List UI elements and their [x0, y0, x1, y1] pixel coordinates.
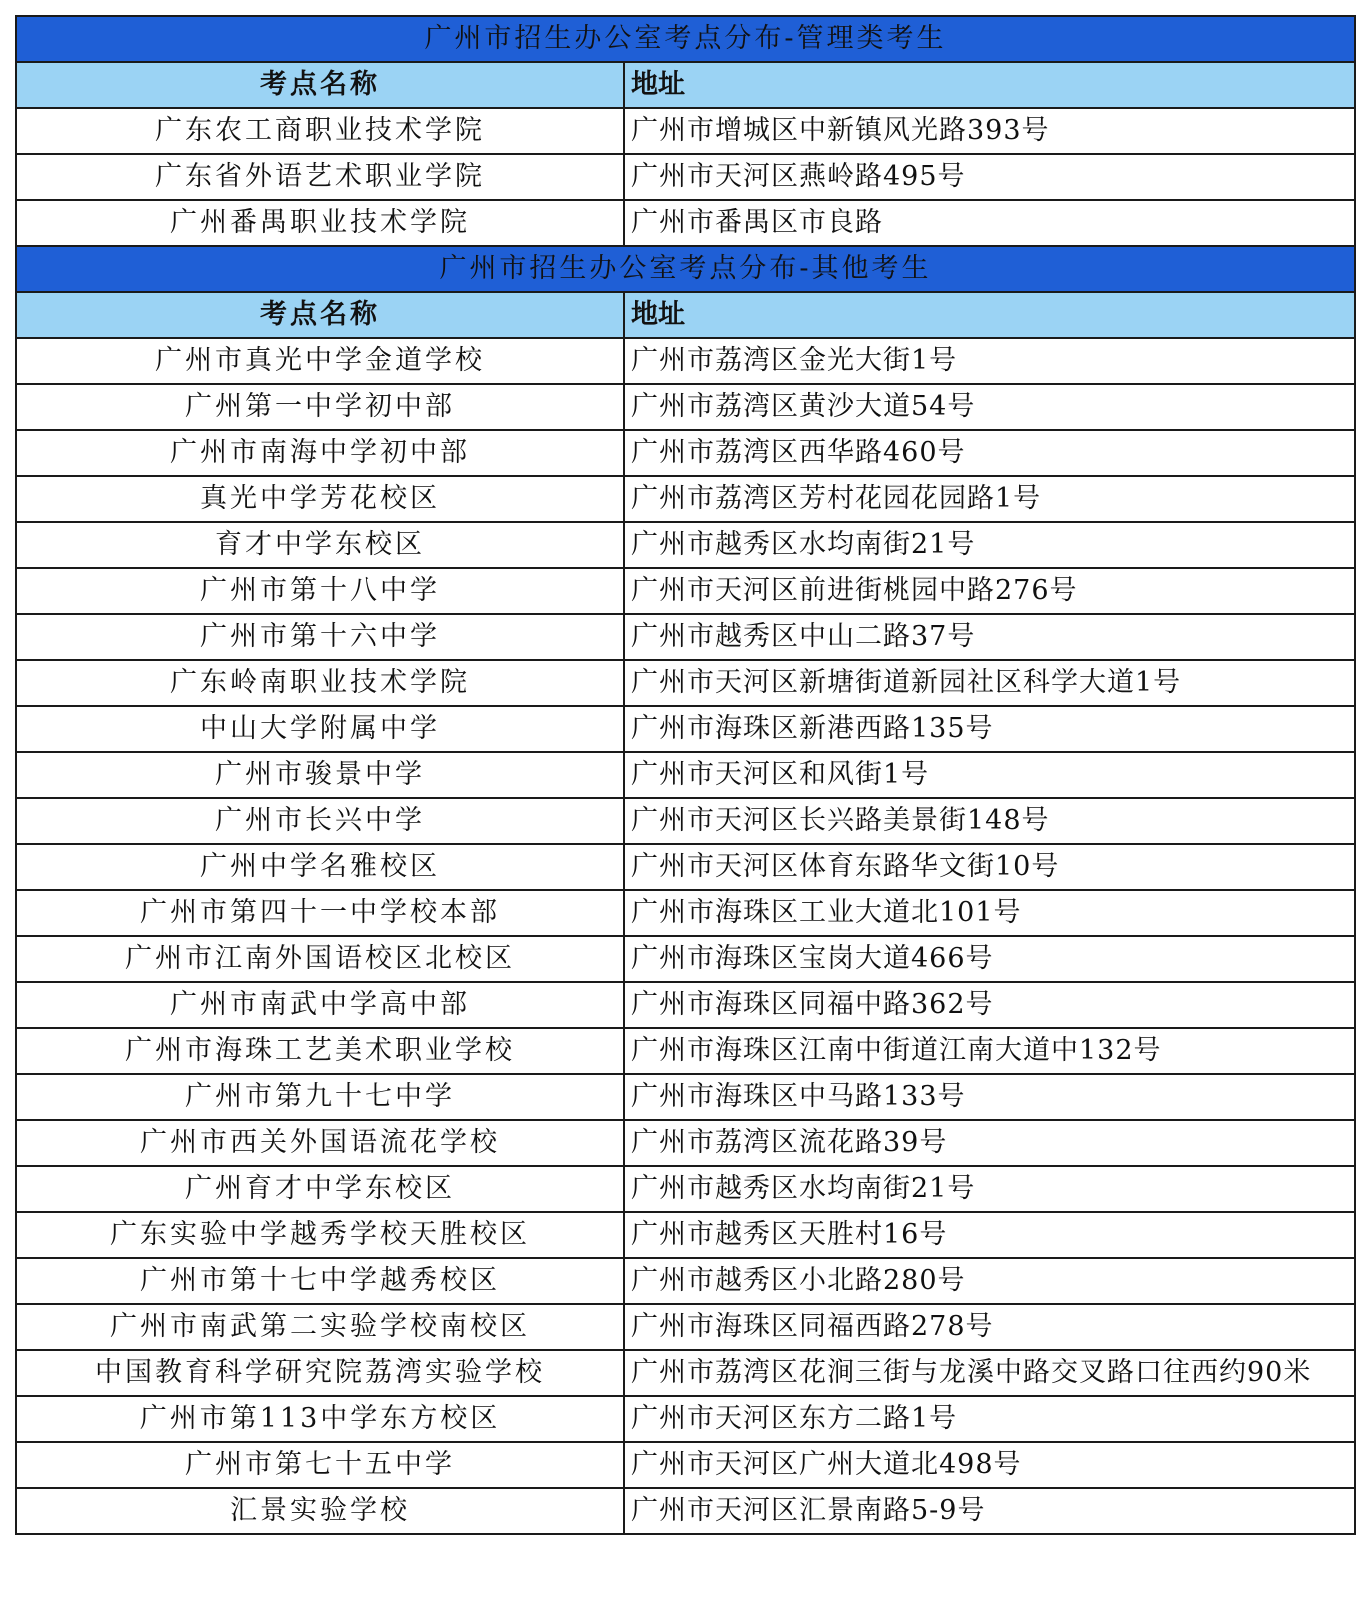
- table-row: [16, 1120, 1355, 1166]
- table-row: [16, 1442, 1355, 1488]
- site-name-cell: 广州市海珠工艺美术职业学校: [16, 1028, 624, 1074]
- site-name-cell: 广州市真光中学金道学校: [16, 338, 624, 384]
- address-cell: 广州市荔湾区花涧三街与龙溪中路交叉路口往西约90米: [624, 1350, 1355, 1396]
- table-row: [16, 568, 1355, 614]
- address-cell: 广州市天河区新塘街道新园社区科学大道1号: [624, 660, 1355, 706]
- table-row: [16, 706, 1355, 752]
- table-row: [16, 752, 1355, 798]
- header-site-name: 考点名称: [16, 62, 624, 108]
- table-row: [16, 1304, 1355, 1350]
- site-name-cell: 广州市第十八中学: [16, 568, 624, 614]
- address-cell: 广州市增城区中新镇风光路393号: [624, 108, 1355, 154]
- table-row: [16, 154, 1355, 200]
- site-name-cell: 广州育才中学东校区: [16, 1166, 624, 1212]
- site-name-cell: 广东农工商职业技术学院: [16, 108, 624, 154]
- site-name-cell: 广州市第113中学东方校区: [16, 1396, 624, 1442]
- section-title-row: [16, 246, 1355, 292]
- table-row: [16, 1488, 1355, 1534]
- table-row: [16, 660, 1355, 706]
- section-title-row: [16, 16, 1355, 62]
- address-cell: 广州市荔湾区流花路39号: [624, 1120, 1355, 1166]
- site-name-cell: 汇景实验学校: [16, 1488, 624, 1534]
- header-address: 地址: [624, 62, 1355, 108]
- site-name-cell: 广州市南海中学初中部: [16, 430, 624, 476]
- table-row: [16, 200, 1355, 246]
- address-cell: 广州市天河区体育东路华文街10号: [624, 844, 1355, 890]
- address-cell: 广州市荔湾区西华路460号: [624, 430, 1355, 476]
- site-name-cell: 广州番禺职业技术学院: [16, 200, 624, 246]
- site-name-cell: 广州市南武第二实验学校南校区: [16, 1304, 624, 1350]
- address-cell: 广州市海珠区同福中路362号: [624, 982, 1355, 1028]
- table-row: [16, 384, 1355, 430]
- address-cell: 广州市海珠区中马路133号: [624, 1074, 1355, 1120]
- section-title: 广州市招生办公室考点分布-管理类考生: [16, 16, 1355, 62]
- table-row: [16, 890, 1355, 936]
- site-name-cell: 育才中学东校区: [16, 522, 624, 568]
- address-cell: 广州市越秀区水均南街21号: [624, 522, 1355, 568]
- table-row: [16, 108, 1355, 154]
- header-site-name: 考点名称: [16, 292, 624, 338]
- site-name-cell: 广州市第十七中学越秀校区: [16, 1258, 624, 1304]
- table-row: [16, 1350, 1355, 1396]
- table-row: [16, 982, 1355, 1028]
- table-row: [16, 844, 1355, 890]
- address-cell: 广州市海珠区同福西路278号: [624, 1304, 1355, 1350]
- address-cell: 广州市天河区东方二路1号: [624, 1396, 1355, 1442]
- address-cell: 广州市天河区汇景南路5-9号: [624, 1488, 1355, 1534]
- table-row: [16, 614, 1355, 660]
- table-row: [16, 1258, 1355, 1304]
- site-name-cell: 广东省外语艺术职业学院: [16, 154, 624, 200]
- address-cell: 广州市荔湾区金光大街1号: [624, 338, 1355, 384]
- address-cell: 广州市天河区前进街桃园中路276号: [624, 568, 1355, 614]
- site-name-cell: 广州市第四十一中学校本部: [16, 890, 624, 936]
- site-name-cell: 中国教育科学研究院荔湾实验学校: [16, 1350, 624, 1396]
- site-name-cell: 广州市第七十五中学: [16, 1442, 624, 1488]
- site-name-cell: 广州市南武中学高中部: [16, 982, 624, 1028]
- column-header-row: [16, 292, 1355, 338]
- table-row: [16, 798, 1355, 844]
- table-row: [16, 1028, 1355, 1074]
- address-cell: 广州市越秀区小北路280号: [624, 1258, 1355, 1304]
- address-cell: 广州市越秀区天胜村16号: [624, 1212, 1355, 1258]
- table-row: [16, 430, 1355, 476]
- site-name-cell: 广东实验中学越秀学校天胜校区: [16, 1212, 624, 1258]
- site-name-cell: 广州市第九十七中学: [16, 1074, 624, 1120]
- table-row: [16, 1212, 1355, 1258]
- site-name-cell: 广州第一中学初中部: [16, 384, 624, 430]
- table-row: [16, 522, 1355, 568]
- address-cell: 广州市荔湾区黄沙大道54号: [624, 384, 1355, 430]
- site-name-cell: 广州市长兴中学: [16, 798, 624, 844]
- address-cell: 广州市天河区广州大道北498号: [624, 1442, 1355, 1488]
- address-cell: 广州市海珠区新港西路135号: [624, 706, 1355, 752]
- site-name-cell: 中山大学附属中学: [16, 706, 624, 752]
- site-name-cell: 广州中学名雅校区: [16, 844, 624, 890]
- site-name-cell: 真光中学芳花校区: [16, 476, 624, 522]
- site-name-cell: 广州市骏景中学: [16, 752, 624, 798]
- address-cell: 广州市天河区和风街1号: [624, 752, 1355, 798]
- table-row: [16, 338, 1355, 384]
- address-cell: 广州市越秀区中山二路37号: [624, 614, 1355, 660]
- exam-site-table: [15, 15, 1356, 1535]
- section-title: 广州市招生办公室考点分布-其他考生: [16, 246, 1355, 292]
- address-cell: 广州市荔湾区芳村花园花园路1号: [624, 476, 1355, 522]
- table-row: [16, 936, 1355, 982]
- site-name-cell: 广东岭南职业技术学院: [16, 660, 624, 706]
- header-address: 地址: [624, 292, 1355, 338]
- table-row: [16, 476, 1355, 522]
- site-name-cell: 广州市江南外国语校区北校区: [16, 936, 624, 982]
- column-header-row: [16, 62, 1355, 108]
- site-name-cell: 广州市第十六中学: [16, 614, 624, 660]
- address-cell: 广州市天河区长兴路美景街148号: [624, 798, 1355, 844]
- site-name-cell: 广州市西关外国语流花学校: [16, 1120, 624, 1166]
- address-cell: 广州市越秀区水均南街21号: [624, 1166, 1355, 1212]
- address-cell: 广州市海珠区宝岗大道466号: [624, 936, 1355, 982]
- table-row: [16, 1074, 1355, 1120]
- address-cell: 广州市番禺区市良路: [624, 200, 1355, 246]
- table-row: [16, 1166, 1355, 1212]
- address-cell: 广州市天河区燕岭路495号: [624, 154, 1355, 200]
- table-row: [16, 1396, 1355, 1442]
- address-cell: 广州市海珠区江南中街道江南大道中132号: [624, 1028, 1355, 1074]
- address-cell: 广州市海珠区工业大道北101号: [624, 890, 1355, 936]
